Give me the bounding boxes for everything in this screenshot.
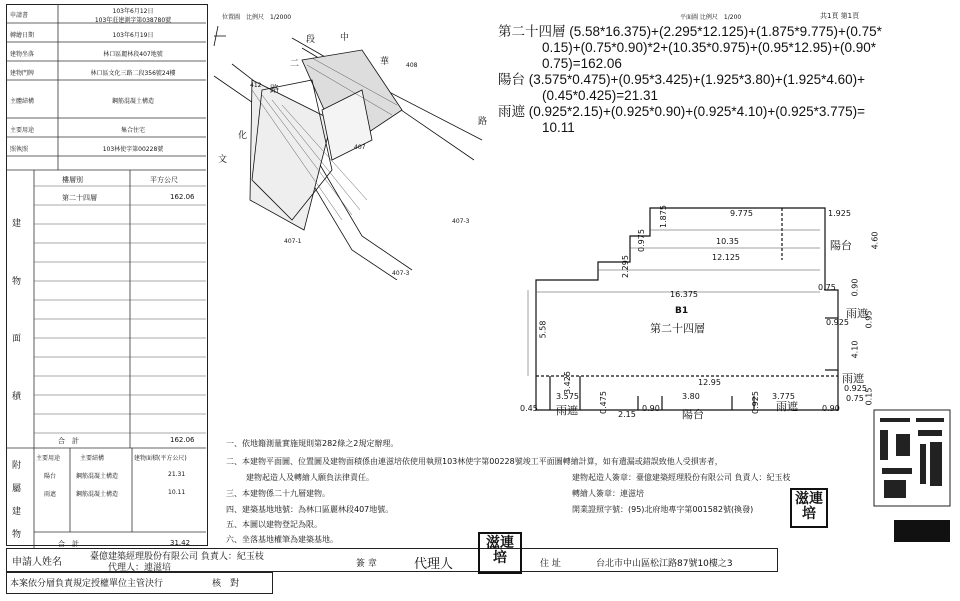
note-5: 五、本圖以建物登記為限。: [226, 520, 322, 529]
site-label-1: 段: [306, 35, 316, 45]
info-label: 照執照: [10, 145, 29, 153]
info-value: 鋼筋混凝土構造: [111, 98, 154, 105]
plan-balcony-label-2: 陽台: [682, 408, 704, 421]
note-2b: 建物起造人及轉繪人願負法律責任。: [246, 473, 374, 482]
info-value: 103年6月12日 103年莊建測字第038780號: [94, 8, 172, 24]
agent-seal: [478, 532, 522, 574]
plan-dimension: 0.75: [818, 283, 836, 292]
attached-row2-area: 10.11: [168, 489, 186, 496]
attached-header-struct: 主要結構: [80, 455, 105, 462]
area-side-label-2: 物: [12, 277, 22, 287]
attached-row1-struct: 鋼筋混凝土構造: [76, 473, 119, 480]
info-label: 申請書: [10, 12, 29, 19]
plan-dimension: 3.575: [556, 392, 579, 401]
attached-total-value: 31.42: [170, 539, 191, 547]
drafter-seal: [790, 488, 828, 528]
site-map-header: 位置圖 比例尺 1/2000: [222, 14, 292, 21]
plan-dimension: 9.775: [730, 209, 753, 218]
plan-dimension: 3.425: [562, 371, 572, 394]
formula-line-3: 0.75)=162.06: [542, 56, 622, 71]
formula-line-7: 10.11: [542, 120, 575, 135]
info-label: 建物坐落: [10, 50, 35, 58]
seal-label: 簽 章: [356, 559, 377, 569]
plan-floor-label: 第二十四層: [650, 322, 705, 335]
info-label: 主要用途: [10, 126, 35, 134]
left-grid-lines: [0, 0, 210, 548]
plan-dimension: 1.925: [828, 209, 851, 218]
site-label-6: 文: [218, 155, 228, 165]
site-label-7: 化: [238, 131, 248, 141]
plan-unit-label: B1: [675, 306, 689, 316]
attached-side-1: 附: [12, 461, 22, 471]
plan-dimension: 0.90: [822, 404, 840, 413]
plan-dimension: 10.35: [716, 237, 739, 246]
page-count: 共1頁 第1頁: [820, 12, 860, 20]
area-total-value: 162.06: [170, 436, 195, 444]
plan-awning-label-2: 雨遮: [842, 372, 864, 385]
attached-side-3: 建: [12, 507, 22, 517]
info-value: 103林使字第00228號: [102, 145, 164, 153]
plan-dimension: 4.10: [850, 340, 860, 359]
formula-line-5: (0.45*0.425)=21.31: [542, 88, 658, 103]
note-3: 三、本建物係二十九層建物。: [226, 489, 330, 498]
signer-builder: 建物起造人簽章：臺億建築經理股份有限公司 負責人：紀玉枝: [572, 473, 791, 482]
plan-dimension: 0.925: [750, 391, 760, 414]
info-label: 建物門牌: [10, 69, 35, 77]
plan-dimension: 0.45: [520, 404, 538, 413]
area-side-label-1: 建: [12, 219, 22, 229]
stamp-mark: [866, 404, 956, 544]
plan-scale: 平面圖 比例尺 1/200: [680, 14, 742, 21]
attached-side-2: 屬: [12, 484, 22, 494]
site-label-10: 408: [406, 62, 418, 69]
plan-dimension: 0.95: [864, 310, 874, 329]
site-label-11: 407: [354, 144, 366, 151]
formula-line-4: 陽台 (3.575*0.475)+(0.95*3.425)+(1.925*3.80)+(1.925*4.60)+: [498, 72, 866, 87]
plan-dimension: 3.775: [772, 392, 795, 401]
attached-row1-use: 陽台: [44, 473, 57, 480]
plan-dimension: 0.475: [598, 391, 608, 414]
area-side-label-4: 積: [12, 392, 22, 402]
agent-value: 代理人：連滋培: [108, 563, 172, 573]
plan-dimension: 0.925: [826, 318, 849, 327]
site-label-8: 路: [478, 117, 488, 127]
info-value: 林口區文化三路二段356號24樓: [90, 69, 176, 77]
approval-text: 本案依分層負責規定授權單位主管決行: [10, 579, 164, 589]
signer-drafter: 轉繪人簽章：連滋培: [572, 489, 644, 498]
agent-seal-text: 滋連 培: [486, 535, 514, 566]
plan-dimension: 2.295: [620, 255, 630, 278]
attached-side-4: 物: [12, 530, 22, 540]
area-row-floor: 第二十四層: [62, 194, 97, 202]
check-label: 核 對: [212, 579, 240, 589]
plan-dimension: 0.90: [850, 278, 860, 297]
plan-dimension: 2.15: [618, 410, 636, 419]
formula-line-1: 第二十四層 (5.58*16.375)+(2.295*12.125)+(1.875*9.775)+(0.75*: [498, 24, 882, 39]
plan-awning-label-4: 雨遮: [776, 400, 798, 413]
attached-row1-area: 21.31: [168, 471, 186, 478]
address-value: 台北市中山區松江路87號10樓之3: [596, 559, 733, 569]
drafter-seal-text: 滋連 培: [795, 491, 823, 522]
site-label-4: 華: [380, 57, 390, 67]
attached-header-use: 主要用途: [36, 455, 61, 462]
site-label-3: 二: [290, 59, 300, 69]
attached-row2-use: 雨遮: [44, 491, 57, 498]
note-4: 四、建築基地地號：為林口區麗林段407地號。: [226, 505, 394, 514]
area-side-label-3: 面: [12, 334, 22, 344]
site-label-2: 中: [340, 33, 350, 43]
plan-balcony-label-1: 陽台: [830, 239, 852, 252]
plan-dimension: 5.58: [538, 320, 548, 339]
info-value: 林口區麗林段407地號: [103, 50, 163, 58]
plan-awning-label-3: 雨遮: [556, 404, 578, 417]
note-1: 一、依地籍測量實施規則第282條之2規定辦理。: [226, 439, 399, 448]
site-label-5: 路: [270, 85, 280, 95]
formula-line-6: 雨遮 (0.925*2.15)+(0.925*0.90)+(0.925*4.10)+(0.925*3.775)=: [498, 104, 866, 119]
attached-row2-struct: 鋼筋混凝土構造: [76, 491, 119, 498]
note-2: 二、本建物平面圖、位置圖及建物面積係由連滋培依使用執照103林使字第00228號竣工平面圖轉繪計算，如有遺漏或錯誤致他人受損害者，: [226, 457, 723, 466]
note-6: 六、坐落基地權筆為建築基地。: [226, 535, 338, 544]
plan-dimension: 12.125: [712, 253, 740, 262]
plan-awning-label-1: 雨遮: [846, 307, 868, 320]
info-value: 103年6月19日: [112, 31, 154, 39]
applicant-label: 申請人姓名: [12, 557, 62, 568]
plan-dimension: 0.75: [846, 394, 864, 403]
attached-header-area: 建物面積(平方公尺): [134, 455, 187, 462]
address-label: 住 址: [540, 559, 561, 569]
plan-dimension: 0.90: [642, 404, 660, 413]
plan-dimension: 3.80: [682, 392, 700, 401]
plan-dimension: 1.875: [658, 205, 668, 228]
info-value: 集合住宅: [120, 126, 145, 134]
site-label-9: 412: [250, 82, 262, 89]
area-total-label: 合 計: [58, 437, 79, 445]
site-label-13: 407-1: [284, 238, 302, 245]
plan-dimension: 12.95: [698, 378, 721, 387]
signer-license: 開業證照字號：(95)北府地專字第001582號(換發): [572, 505, 754, 514]
agent-label: 代理人: [414, 557, 454, 572]
site-label-12: 407-3: [452, 218, 470, 225]
plan-dimension: 0.15: [864, 387, 874, 406]
info-label: 主體結構: [10, 98, 35, 105]
plan-dimension: 4.60: [870, 231, 880, 250]
info-label: 轉繪日期: [10, 31, 35, 39]
area-header-unit: 平方公尺: [150, 176, 178, 184]
site-label-14: 407-3: [392, 270, 410, 277]
plan-dimension: 16.375: [670, 290, 698, 299]
applicant-value: 臺億建築經理股份有限公司 負責人：紀玉枝: [90, 552, 264, 562]
plan-dimension: 0.925: [844, 384, 867, 393]
area-header-floor: 樓層別: [62, 176, 83, 184]
area-row-value: 162.06: [170, 193, 195, 201]
attached-total-label: 合 計: [58, 540, 79, 548]
formula-line-2: 0.15)+(0.75*0.90)*2+(10.35*0.975)+(0.95*12.95)+(0.90*: [542, 40, 876, 55]
plan-dimension: 0.975: [636, 229, 646, 252]
